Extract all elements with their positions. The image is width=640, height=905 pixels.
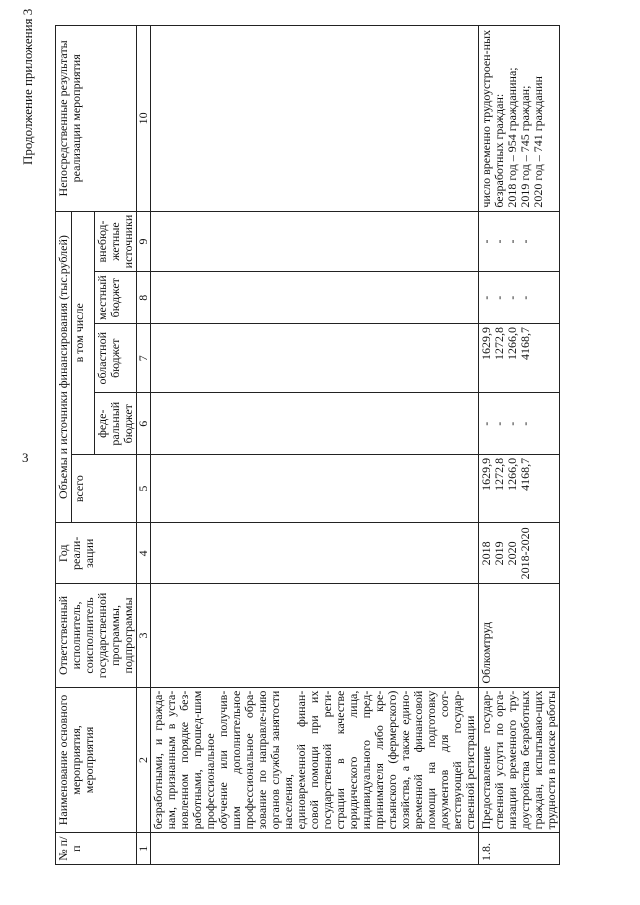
header-results: Непосредственные результаты реализации мероприятия: [56, 26, 137, 212]
column-number: 9: [137, 211, 151, 272]
header-executor: Ответственный исполнитель, соисполнитель государственной программы, подпрограммы: [56, 584, 137, 687]
row-name: безработными, и гражда-нам, признанным в уста-новленном порядке без-работными, прошед-шим профессиональное обучение или получив-шим дополнительное профессиональное обра-зование по направле-нию органов службы занятости населения, единовременной финан-совой помощи при их государственной реги-страции в качестве юридического лица, индивидуального пред-принимателя либо кре-стьянского (фермерского) хозяйства, а также едино-временной финансовой помощи на подготовку документов для соот-ветствующей государ-ственной регистрации: [151, 687, 479, 833]
row-extrabudget: - - - -: [479, 211, 560, 272]
header-num: № п/п: [56, 833, 137, 865]
page-number: 3: [22, 450, 29, 465]
continuation-label: Продолжение приложения 3: [20, 8, 35, 165]
column-number: 4: [137, 523, 151, 584]
program-table: [55, 25, 560, 865]
row-years: [151, 523, 479, 584]
row-federal: - - - -: [479, 393, 560, 454]
column-number: 10: [137, 26, 151, 212]
header-federal: феде-ральный бюджет: [95, 393, 137, 454]
row-executor: Облкомтруд: [479, 584, 560, 687]
column-number: 5: [137, 454, 151, 522]
header-extrabudget: внебюд-жетные источники: [95, 211, 137, 272]
row-extrabudget: [151, 211, 479, 272]
row-years: 2018 2019 2020 2018-2020: [479, 523, 560, 584]
header-funding: Объемы и источники финансирования (тыс.рублей): [56, 211, 72, 523]
row-regional: [151, 324, 479, 393]
row-local: - - - -: [479, 272, 560, 324]
row-regional: 1629,9 1272,8 1266,0 4168,7: [479, 324, 560, 393]
row-name: Предоставление государ-ственной услуги по орга-низации временного тру-доустройства безработных граждан, испытываю-щих трудности в поиске работы: [479, 687, 560, 833]
header-including: в том числе: [72, 211, 95, 454]
header-name: Наименование основного мероприятия, мероприятия: [56, 687, 137, 833]
column-number: 7: [137, 324, 151, 393]
column-number: 2: [137, 687, 151, 833]
header-local: местный бюджет: [95, 272, 137, 324]
row-result: [151, 26, 479, 212]
column-number: 1: [137, 833, 151, 865]
column-number: 8: [137, 272, 151, 324]
header-regional: областной бюджет: [95, 324, 137, 393]
row-total: 1629,9 1272,8 1266,0 4168,7: [479, 454, 560, 522]
row-local: [151, 272, 479, 324]
table-row: [151, 26, 479, 865]
row-result: число временно трудоустроен-ных безработных граждан: 2018 год – 954 гражданина; 2019 год – 745 граждан; 2020 год – 741 гражданин: [479, 26, 560, 212]
table-row: [479, 26, 560, 865]
row-total: [151, 454, 479, 522]
column-number-row: [137, 26, 151, 865]
column-number: 6: [137, 393, 151, 454]
row-federal: [151, 393, 479, 454]
row-executor: [151, 584, 479, 687]
row-num: [151, 833, 479, 865]
row-num: 1.8.: [479, 833, 560, 865]
header-total: всего: [72, 454, 137, 522]
header-year: Год реали-зации: [56, 523, 137, 584]
column-number: 3: [137, 584, 151, 687]
